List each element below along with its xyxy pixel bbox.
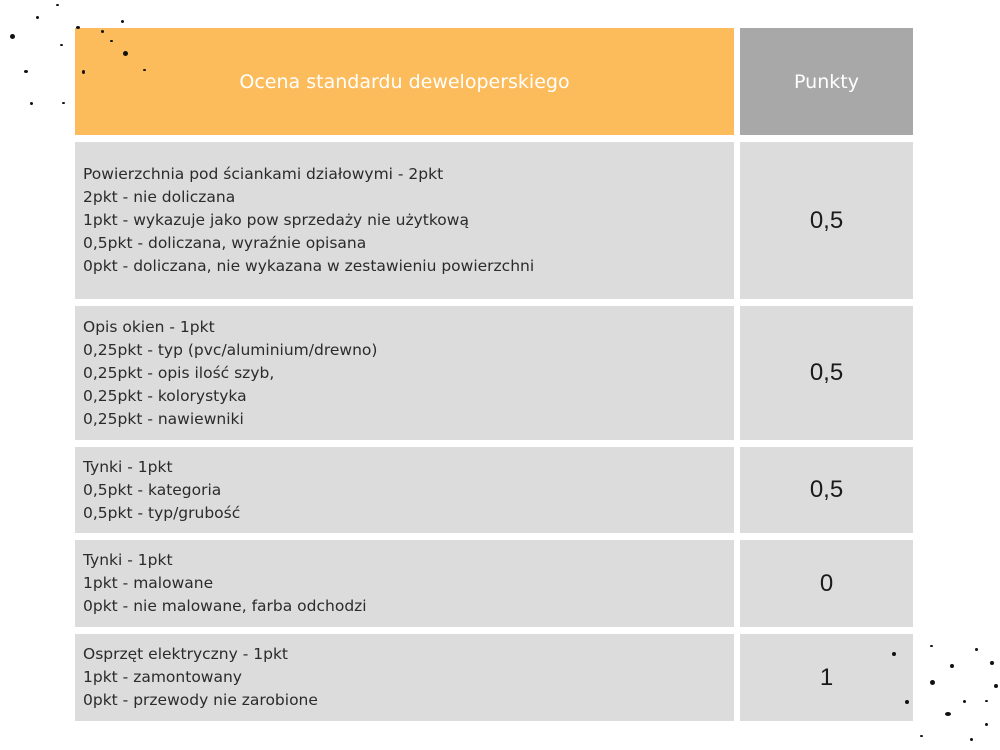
speckle (985, 723, 988, 726)
criteria-header-label: Ocena standardu deweloperskiego (239, 70, 570, 93)
speckle (143, 69, 146, 71)
criteria-line: Tynki - 1pkt (83, 457, 173, 476)
speckle (975, 648, 978, 651)
criteria-line: Opis okien - 1pkt (83, 317, 215, 336)
points-header-label: Punkty (794, 70, 859, 93)
criteria-line: 0,25pkt - kolorystyka (83, 386, 247, 405)
criteria-line: 0,25pkt - nawiewniki (83, 409, 244, 428)
criteria-line: 1pkt - zamontowany (83, 668, 242, 686)
speckle (62, 102, 65, 104)
criteria-line: Tynki - 1pkt (83, 551, 173, 569)
speckle (60, 44, 63, 46)
criteria-line: Powierzchnia pod ściankami działowymi - 2pkt (83, 165, 444, 183)
score-cell-row-5 (740, 634, 913, 721)
criteria-line: 0,5pkt - kategoria (83, 480, 222, 499)
speckle (110, 40, 113, 42)
criteria-line: 0,25pkt - opis ilość szyb, (83, 363, 275, 382)
criteria-line: 0pkt - doliczana, nie wykazana w zestawieniu powierzchni (83, 257, 535, 275)
speckle (10, 34, 15, 39)
score-cell-row-3 (740, 447, 913, 533)
speckle (990, 661, 994, 665)
speckle (76, 26, 80, 29)
speckle (985, 700, 988, 702)
speckle (36, 16, 39, 19)
speckle (950, 664, 954, 668)
speckle (920, 735, 923, 737)
score-value: 0,5 (809, 476, 844, 503)
criteria-cell-row-5 (75, 634, 734, 721)
speckle (994, 684, 998, 688)
criteria-line: 1pkt - wykazuje jako pow sprzedaży nie użytkową (83, 211, 469, 229)
speckle (24, 70, 28, 73)
speckle (123, 51, 128, 56)
score-cell-row-2 (740, 306, 913, 440)
score-value: 0,5 (809, 359, 844, 386)
speckle (101, 30, 104, 33)
criteria-header (75, 28, 734, 135)
speckle (892, 652, 896, 656)
score-value: 0 (819, 569, 834, 597)
criteria-line: 0,5pkt - doliczana, wyraźnie opisana (83, 234, 367, 252)
speckle (930, 645, 933, 647)
criteria-cell-row-1 (75, 142, 734, 299)
score-cell-row-4 (740, 540, 913, 627)
criteria-line: 1pkt - malowane (83, 574, 214, 592)
speckle (82, 70, 85, 74)
criteria-line: 0,5pkt - typ/grubość (83, 503, 241, 522)
speckle (970, 738, 973, 741)
speckle (56, 4, 59, 6)
criteria-cell-row-3 (75, 447, 734, 533)
speckle (945, 712, 951, 716)
score-cell-row-1 (740, 142, 913, 299)
speckle (930, 680, 935, 685)
criteria-line: 2pkt - nie doliczana (83, 188, 236, 206)
score-value: 0,5 (809, 206, 844, 234)
speckle (905, 700, 909, 704)
points-header (740, 28, 913, 135)
criteria-cell-row-4 (75, 540, 734, 627)
speckle (121, 20, 124, 23)
criteria-line: 0pkt - przewody nie zarobione (83, 691, 318, 709)
criteria-line: Osprzęt elektryczny - 1pkt (83, 645, 288, 663)
score-value: 1 (819, 663, 834, 691)
speckle (30, 102, 33, 105)
criteria-line: 0,25pkt - typ (pvc/aluminium/drewno) (83, 340, 378, 359)
criteria-line: 0pkt - nie malowane, farba odchodzi (83, 597, 367, 615)
criteria-cell-row-2 (75, 306, 734, 440)
speckle (963, 700, 966, 703)
